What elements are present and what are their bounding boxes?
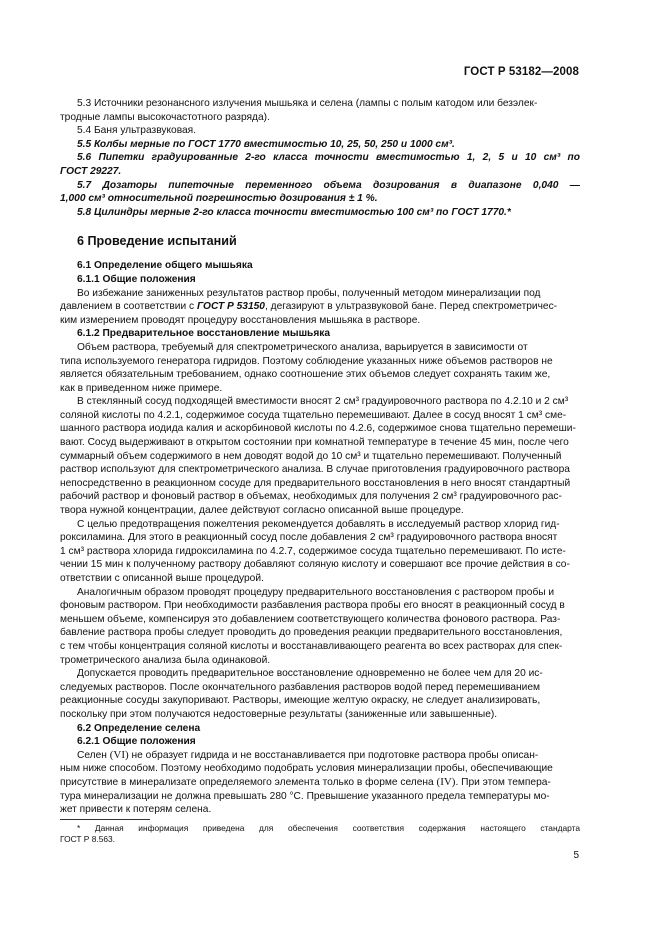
text-span: давлением в соответствии с bbox=[60, 301, 197, 313]
subsection-6-2-1-heading: 6.2.1 Общие положения bbox=[77, 736, 196, 748]
item-5-3-line-1: 5.3 Источники резонансного излучения мышьяка и селена (лампы с полым катодом или безэлек- bbox=[77, 98, 538, 109]
item-5-4: 5.4 Баня ультразвуковая. bbox=[77, 125, 197, 137]
para-line: следуемых растворов. После окончательного разбавления растворов водой перед перемешиванием bbox=[60, 681, 541, 693]
text-span: , дегазируют в ультразвуковой бане. Перед спектрометричес- bbox=[264, 301, 558, 313]
para-line: С целью предотвращения пожелтения рекомендуется добавлять в исследуемый раствор хлорид гид- bbox=[77, 518, 560, 530]
footnote-divider bbox=[60, 819, 150, 820]
para-volume-note bbox=[60, 341, 580, 395]
para-hydroxylamine bbox=[60, 518, 580, 586]
para-line: трометрического анализа была одинаковой. bbox=[60, 654, 271, 666]
para-line: суммарный объем содержимого в нем доводят водой до 10 см³ и тщательно перемешивают. Полученный bbox=[60, 450, 562, 462]
item-5-8: 5.8 Цилиндры мерные 2-го класса точности вместимостью 100 см³ по ГОСТ 1770.* bbox=[77, 206, 511, 218]
para-line: Объем раствора, требуемый для спектрометрического анализа, варьируется в зависимости от bbox=[77, 341, 528, 353]
para-line bbox=[60, 749, 580, 763]
text-span: не образует гидрида и не восстанавливается при подготовке раствора пробы описан- bbox=[128, 749, 539, 761]
para-sample-dilution bbox=[60, 586, 580, 668]
para-6-1-1-line-3: ким измерением проводят процедуру восстановления мышьяка в растворе. bbox=[60, 314, 421, 326]
page-content bbox=[60, 97, 580, 846]
para-line: В стеклянный сосуд подходящей вместимости вносят 2 см³ градуировочного раствора по 4.2.10 и 2 см³ bbox=[77, 396, 569, 408]
item-5-6-line-2: ГОСТ 29227. bbox=[60, 165, 122, 177]
subsection-6-2-heading: 6.2 Определение селена bbox=[77, 722, 201, 734]
para-procedure bbox=[60, 395, 580, 517]
para-line: твора нужной концентрации, далее действуют согласно описанной выше процедуре. bbox=[60, 505, 464, 517]
para-line: меньшем объеме, компенсируя это добавлением соответствующего количества фонового раствора. Раз- bbox=[60, 613, 561, 625]
item-5-5: 5.5 Колбы мерные по ГОСТ 1770 вместимостью 10, 25, 50, 250 и 1000 см³. bbox=[77, 138, 455, 150]
para-line: ным ниже способом. Поэтому необходимо подобрать условия минерализации пробы, обеспечивающие bbox=[60, 763, 553, 775]
para-line: тура минерализации не должна превышать 280 °С. Превышение указанного предела температуры мо- bbox=[60, 790, 550, 802]
para-line: бавление раствора пробы следует проводить до проведения реакции предварительного восстановления, bbox=[60, 627, 563, 639]
para-line bbox=[60, 776, 580, 790]
para-line: рабочий раствор и фоновый раствор в объемах, необходимых для получения 2 см³ градуировочного рас- bbox=[60, 491, 562, 503]
text-span: присутствие в минерализате определяемого элемента только в форме селена bbox=[60, 776, 437, 788]
oxidation-state: (VI) bbox=[109, 748, 129, 761]
para-line: 1 см³ раствора хлорида гидроксиламина по 4.2.7, содержимое сосуда тщательно перемешивают. По исте- bbox=[60, 545, 566, 557]
para-line: фоновым раствором. При необходимости разбавления раствора пробы его вносят в реакционный сосуд в bbox=[60, 600, 565, 612]
item-5-7-line-1: 5.7 Дозаторы пипеточные переменного объема дозирования в диапазоне 0,040 — bbox=[77, 179, 580, 191]
item-5-6-line-1: 5.6 Пипетки градуированные 2-го класса точности вместимостью 1, 2, 5 и 10 см³ по bbox=[77, 152, 580, 164]
para-line: как в приведенном ниже примере. bbox=[60, 382, 223, 394]
para-line: с тем чтобы концентрация соляной кислоты и восстанавливающего реагента во всех растворах для спек- bbox=[60, 640, 563, 652]
item-5-7-line-2: 1,000 см³ относительной погрешностью дозирования ± 1 %. bbox=[60, 193, 378, 205]
para-6-1-1-line-1: Во избежание заниженных результатов раствор пробы, полученный методом минерализации под bbox=[77, 287, 541, 299]
text-span: Селен bbox=[77, 749, 110, 761]
para-line: роксиламина. Для этого в реакционный сосуд после добавления 2 см³ градуировочного раствора вносят bbox=[60, 532, 558, 544]
para-line: жет привести к потерям селена. bbox=[60, 804, 212, 816]
para-line: раствор используют для спектрометрического анализа. В случае приготовления градуировочного раствора bbox=[60, 464, 570, 476]
para-line: реакционные сосуды закупоривают. Растворы, имеющие желтую окраску, не следует анализировать, bbox=[60, 695, 541, 707]
section-6-heading: 6 Проведение испытаний bbox=[77, 234, 237, 249]
para-line: поскольку при этом получаются недостоверные результаты (заниженные или завышенные). bbox=[60, 708, 498, 720]
footnote-line-2: ГОСТ Р 8.563. bbox=[60, 834, 115, 845]
item-5-3-line-2: тродные лампы высокочастотного разряда). bbox=[60, 111, 270, 123]
para-selenium bbox=[60, 749, 580, 817]
text-span: . При этом темпера- bbox=[455, 776, 551, 788]
para-line: типа используемого генератора гидридов. Поэтому соблюдение указанных ниже объемов растворов не bbox=[60, 355, 553, 367]
para-line: шанного раствора иодида калия и аскорбиновой кислоты по 4.2.6, содержимое снова тщательно перемеши- bbox=[60, 423, 576, 435]
subsection-6-1-1-heading: 6.1.1 Общие положения bbox=[77, 273, 196, 285]
para-line: Допускается проводить предварительное восстановление одновременно не более чем для 20 ис- bbox=[77, 668, 543, 680]
para-line: соляной кислоты по 4.2.1, содержимое сосуда тщательно перемешивают. Далее в сосуд вносят 1 см³ сме- bbox=[60, 409, 567, 421]
standard-header: ГОСТ Р 53182—2008 bbox=[463, 66, 579, 78]
para-line: непосредственно в реакционном сосуде для предварительного восстановления в него вносят стандартный bbox=[60, 477, 571, 489]
gost-reference: ГОСТ Р 53150 bbox=[196, 301, 265, 313]
oxidation-state: (IV) bbox=[436, 775, 456, 788]
para-simultaneous bbox=[60, 667, 580, 721]
subsection-6-1-heading: 6.1 Определение общего мышьяка bbox=[77, 260, 253, 272]
para-line: вают. Сосуд выдерживают в открытом состоянии при комнатной температуре в течение 45 мин, после чего bbox=[60, 437, 569, 449]
para-line: является обязательным требованием, однако соотношение этих объемов следует сохранять таким же, bbox=[60, 369, 551, 381]
para-line: Аналогичным образом проводят процедуру предварительного восстановления с раствором пробы и bbox=[77, 586, 555, 598]
page-number: 5 bbox=[573, 850, 579, 861]
para-line: чении 15 мин к полученному раствору добавляют соляную кислоту и совершают все прочие действия в со- bbox=[60, 559, 570, 571]
subsection-6-1-2-heading: 6.1.2 Предварительное восстановление мышьяка bbox=[77, 328, 331, 340]
footnote-line-1: * Данная информация приведена для обеспечения соответствия содержания настоящего стандарта bbox=[77, 822, 580, 833]
para-line: ответствии с описанной выше процедурой. bbox=[60, 573, 264, 584]
para-6-1-1-line-2 bbox=[60, 300, 580, 314]
